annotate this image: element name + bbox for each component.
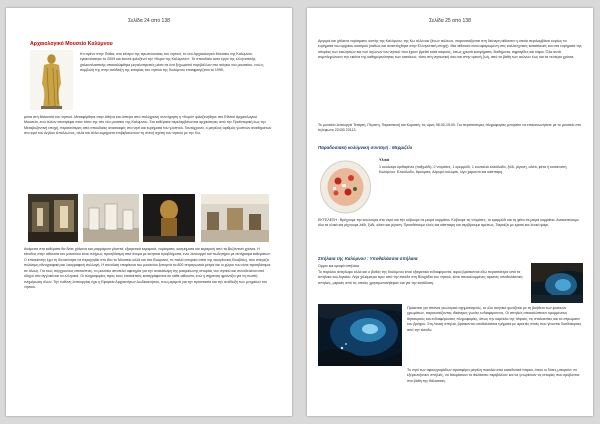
caves-lead: Ορμοι και κρυφά σπήλαια <box>318 264 359 268</box>
museum-text-continued: Αργυρά και χάλκινα νομίσματα, κοπής της Καλύμνου, της Κω αλλά και ξένων πόλεων, παρουσιάζονται στη δεύτερη αίθουσα η οποία περιλαμβάνει κυρίως τα ευρήματα του αρχαίου οικισμού (καθώς και αναπτύχθηκε στην Ελληνιστική εποχή). Μια αίθουσα είναι αφιερωμένη στις καλλιτεχνικές κατασκευές και στα ευρήματα της ιστορίας των εκκλησιών και των αγώνων του νησιού που έχουν βρεθεί κατά καιρούς, όπως χρυσά κοσμήματα, διαδήματα, σφραγίδες και τάφοι. Όλα αυτά συμπληρώνουν την εικόνα της καθημερινότητας των κατοίκων, τόσο στη νησιωτική όσο και στην ορεινή ζωή, από τα βάθη των αιώνων έως και τα νεότερα χρόνια. <box>318 39 582 60</box>
museum-text-top: Κτι σμένο στην Πόθια, στο κέντρο της πρωτεύουσας του νησιού, το νέο Αρχαιολογικό Μουσείο της Καλύμνου εγκαινιάστηκε το 2009 και έκτοτε φιλοξενεί την «Κυρά της Καλύμνου». Το σπουδαίο αυτό έργο της ελληνιστικής χαλκοπλαστικής αποκαλύφθηκε μεγαλοπρεπές μέσα σε ένα ξεχωριστό περιβάλλον στο ισόγειο του μουσείου, ενώ η συμβολή της στην ανάδειξη της ιστορίας του νησιού της Καλύμνου επισφραγίζεται το 1995, <box>80 52 264 73</box>
caves-subtitle: Σπήλαια της Καλύμνου : Υποθαλάσσια σπήλαια <box>318 256 418 261</box>
museum-hours-text: Το μουσείο λειτουργεί Τετάρτη, Πέμπτη, Παρασκευή και Κυριακή, τις ώρες 08:30-15:00. Για περισσότερες πληροφορίες μπορείτε να επικοινωνήσετε με το μουσείο στο τηλέφωνο 22430 23113. <box>318 123 581 133</box>
page-number: Σελίδα 25 από 138 <box>429 18 471 24</box>
museum-gallery-photo <box>201 194 269 242</box>
caves-text-3: Το νησί των σφουγγαράδων προσφέρει μεγάλη ποικιλία από καταδυτικά πάρκα, όπου οι δύτες μπορούν να εξερευνήσουν σπηλιές, να θαυμάσουν το θαλάσσιο περιβάλλον και να γνωρίσουν τις ιστορίες που κρύβονται στα βάθη της θάλασσας. <box>407 368 580 383</box>
sea-cave-photo <box>531 263 583 303</box>
museum-hall-photo <box>28 194 78 242</box>
recipe-subtitle: Παραδοσιακή κολύμνικη συνταγή : Μερμιζέλι <box>318 145 413 150</box>
recipe-execution: ΕΚΤΕΛΕΣΗ : Βρέχουμε την κουλούρα στο νερό και την κόβουμε σε μικρά κομμάτια. Κόβουμε τις ντομάτες, το κρεμμύδι και τη φέτα σε μικρά κομμάτια. Ανακατεύουμε όλα τα υλικά και ρίχνουμε λάδι, ξύδι, αλάτι και ρίγανη. Προσθέτουμε ελιές και κάππαρη και σερβίρουμε αμέσως. Ταιριάζει με κρασί και λευκό ψάρι. <box>318 218 579 228</box>
museum-statue-display-photo <box>143 194 195 242</box>
museum-text-bottom: Ανάμεσα στα εκθέματα θα δείτε χάλκινα και μαρμάρινα γλυπτά, εξαιρετικά κεραμικά, νομίσματα, κοσμήματα και κεραμική από τα Βυζαντινά χρόνια. Η είσοδος στην αίθουσα του μουσείου είναι πλήρως προσβάσιμη από άτομα με κινητικά προβλήματα, ενώ λειτουργεί και πωλητήριο με αντίγραφα εκθεμάτων. Ο επισκέπτης έχει τη δυνατότητα να περιηγηθεί στο ίδιο το Μουσείο αλλά και στο Βουρνικό, το παλιό ιστορικό σπίτι της οικογένειας Βουβάλη, που στεγάζει πολύτιμη εθνογραφική και λαογραφική συλλογή. Η συνολική επιφάνεια του μουσείου ξεπερνά τα 800 τετραγωνικά μέτρα και οι χώροι του είναι προσβάσιμοι σε όλους. Για τους σύγχρονους επισκέπτες, το μουσείο αποτελεί αφετηρία για την ανακάλυψη της μακραίωνης ιστορίας του νησιού και συνοδεύεται από οδηγό στα αγγλικά και τα ελληνικά. Οι πληροφορίες προς τους επισκέπτες καταγράφονται σε κάθε αίθουσα, ενώ η σήμανση φροντίζει για τη σωστή ενημέρωση όλων. Την ευθύνη λειτουργίας έχει η Εφορεία Αρχαιοτήτων Δωδεκανήσου, που μεριμνά για την προστασία και την ανάδειξη των μνημείων του νησιού. <box>24 247 271 290</box>
recipe-photo <box>318 156 373 216</box>
recipe-ingredients-label: Υλικά <box>379 158 390 162</box>
recipe-ingredients: 1 κουλούρι κριθαρένιο (παξιμάδι), 2 ντομάτες, 1 κρεμμύδι, 1 κουταλιά ελαιόλαδο, ξύδι, ρίγανη, αλάτι, φέτα ή κοπανιστή Καλύμνου, Ελαιόλαδο, θρούμπα, Αλμυρό κολύμπι, λίγο χαρούπι και κάππαρη. <box>379 165 567 175</box>
museum-exhibit-photo <box>83 194 139 242</box>
page-number: Σελίδα 24 από 138 <box>128 18 170 24</box>
underwater-cave-photo <box>318 304 402 366</box>
caves-text-2: Πρόκειται για σπάνια γεωλογικά σχηματισμούς, το όλο σκηνικό φωτίζεται με τη βοήθεια των φυσικών χρωμάτων, παρουσιάζοντας ιδιαίτερες γωνίες ενδιαφέροντος. Οι σπηλιές αποκαλύπτουν κρυμμένους θησαυρούς και ενδιαφέρουσες πληροφορίες, όπως την καρέκλα της Ψαριάς, τις σταλακτίτες και τα στρώματα του βράχου. Στη Λευκή σπηλιά, βρίσκονται υποθαλάσσια τμήματα με αρκετές στοές που γίνονται δυσδιάκριτες από την είσοδο. <box>407 306 582 332</box>
statue-photo <box>30 50 73 110</box>
section-title: Αρχαιολογικό Μουσείο Καλύμνου <box>30 41 113 47</box>
left-page <box>6 8 292 416</box>
caves-text-1: Το παράλιο ανάγλυφο αλλά και ο βυθός της Καλύμνου είναι εξαιρετικά ενδιαφέροντα, αφού βρίσκονται εδώ περισσότερα από τα σπήλαια του Αιγαίου. Λίγα χιλιόμετρα πριν από την είσοδο στη Βλυχάδια του νησιού, είναι αποκαλυμμένες αρκετές υποθαλάσσιες σπηλιές, μερικές από τις οποίες χρησιμοποιήθηκαν και για την κατάδυση. <box>318 270 523 285</box>
right-page <box>307 8 593 416</box>
museum-text-mid: μέσα στη θάλασσα του νησιού. Μεταφέρθηκε στην Αθήνα και ύστερα από πολύχρονη συντήρηση η «Κυρά» φιλοξενήθηκε στο Εθνικό Αρχαιολογικό Μουσείο, ενώ πλέον επιστρέφει στον τόπο της στο νέο μουσείο της Καλύμνου. Στα εκθέματα περιλαμβάνονται αρχαιότητες από την Προϊστορική έως την Μεταβυζαντινή εποχή, περισσότερες από σπουδαίες ανασκαφές στο νησί και ευρήματα του γλυπτού. Ταυτόχρονα, ο μεγάλος αριθμός γλυπτών αναθημάτων στο ιερό του Δηλίου Απόλλωνος, αλλά και άλλα ευρήματα επιβεβαιώνουν τη στενή σχέση του νησιού με την Κω. <box>24 115 272 136</box>
